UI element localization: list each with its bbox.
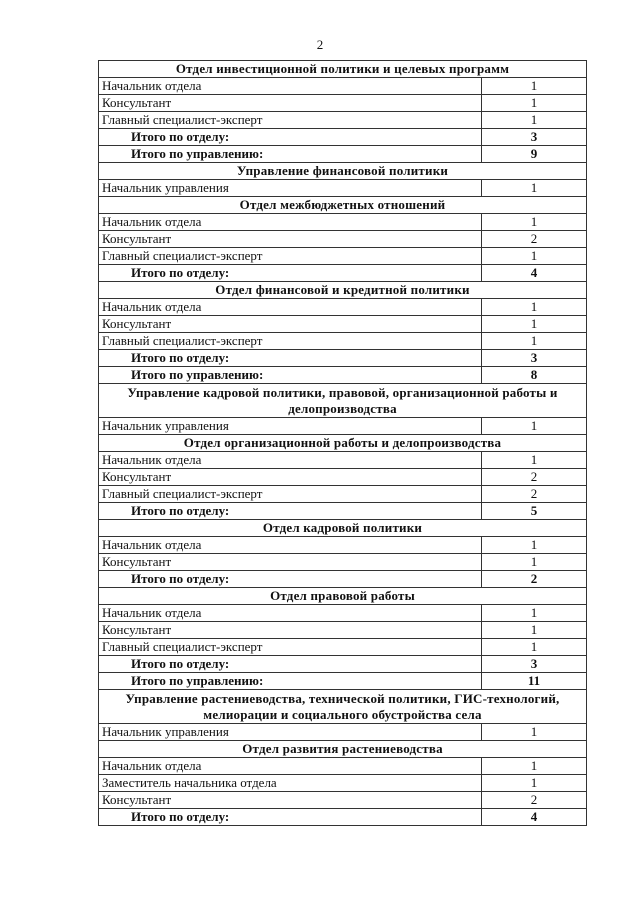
total-label: Итого по отделу: [99, 809, 482, 826]
position-row [99, 537, 587, 554]
position-name: Начальник управления [99, 724, 482, 741]
total-count: 8 [482, 367, 587, 384]
position-name: Начальник отдела [99, 537, 482, 554]
position-name: Главный специалист-эксперт [99, 639, 482, 656]
total-count: 3 [482, 656, 587, 673]
section-header-row [99, 520, 587, 537]
section-title: Отдел межбюджетных отношений [99, 197, 587, 214]
position-name: Консультант [99, 554, 482, 571]
position-count: 1 [482, 299, 587, 316]
position-row [99, 452, 587, 469]
position-count: 1 [482, 639, 587, 656]
section-title: Управление кадровой политики, правовой, организационной работы и делопроизводства [99, 384, 587, 418]
position-row [99, 639, 587, 656]
section-header-row [99, 197, 587, 214]
position-count: 2 [482, 231, 587, 248]
position-count: 1 [482, 248, 587, 265]
total-label: Итого по отделу: [99, 503, 482, 520]
position-row [99, 486, 587, 503]
total-count: 3 [482, 129, 587, 146]
total-count: 4 [482, 265, 587, 282]
position-row [99, 214, 587, 231]
position-count: 1 [482, 724, 587, 741]
position-row [99, 316, 587, 333]
position-name: Консультант [99, 95, 482, 112]
total-row [99, 571, 587, 588]
section-title: Отдел организационной работы и делопроизводства [99, 435, 587, 452]
position-name: Начальник отдела [99, 78, 482, 95]
total-count: 11 [482, 673, 587, 690]
total-row [99, 673, 587, 690]
total-row [99, 503, 587, 520]
total-row [99, 129, 587, 146]
position-row [99, 112, 587, 129]
total-row [99, 265, 587, 282]
section-header-row [99, 690, 587, 724]
position-row [99, 78, 587, 95]
position-name: Начальник отдела [99, 299, 482, 316]
total-count: 2 [482, 571, 587, 588]
position-count: 1 [482, 333, 587, 350]
position-count: 1 [482, 214, 587, 231]
position-name: Главный специалист-эксперт [99, 486, 482, 503]
position-count: 2 [482, 469, 587, 486]
page-number: 2 [316, 37, 324, 52]
position-name: Начальник отдела [99, 605, 482, 622]
position-name: Главный специалист-эксперт [99, 333, 482, 350]
position-count: 1 [482, 95, 587, 112]
section-title: Отдел правовой работы [99, 588, 587, 605]
position-row [99, 622, 587, 639]
position-row [99, 724, 587, 741]
total-label: Итого по отделу: [99, 350, 482, 367]
position-count: 1 [482, 112, 587, 129]
position-count: 1 [482, 622, 587, 639]
position-row [99, 554, 587, 571]
section-header-row [99, 741, 587, 758]
section-header-row [99, 435, 587, 452]
position-row [99, 299, 587, 316]
total-label: Итого по отделу: [99, 129, 482, 146]
section-title: Отдел кадровой политики [99, 520, 587, 537]
position-name: Главный специалист-эксперт [99, 112, 482, 129]
total-row [99, 350, 587, 367]
section-title: Отдел развития растениеводства [99, 741, 587, 758]
position-name: Начальник управления [99, 180, 482, 197]
total-row [99, 809, 587, 826]
position-count: 1 [482, 452, 587, 469]
position-row [99, 418, 587, 435]
position-count: 1 [482, 605, 587, 622]
total-count: 4 [482, 809, 587, 826]
position-row [99, 775, 587, 792]
position-count: 1 [482, 316, 587, 333]
position-row [99, 792, 587, 809]
position-row [99, 248, 587, 265]
total-row [99, 656, 587, 673]
total-count: 9 [482, 146, 587, 163]
total-label: Итого по управлению: [99, 367, 482, 384]
position-name: Консультант [99, 231, 482, 248]
position-name: Начальник отдела [99, 452, 482, 469]
position-count: 1 [482, 418, 587, 435]
position-row [99, 605, 587, 622]
position-row [99, 758, 587, 775]
position-count: 2 [482, 486, 587, 503]
position-name: Заместитель начальника отдела [99, 775, 482, 792]
total-label: Итого по отделу: [99, 265, 482, 282]
position-row [99, 180, 587, 197]
total-count: 5 [482, 503, 587, 520]
position-count: 1 [482, 78, 587, 95]
staffing-table-body [99, 61, 587, 826]
total-row [99, 367, 587, 384]
position-name: Начальник управления [99, 418, 482, 435]
total-label: Итого по управлению: [99, 146, 482, 163]
position-name: Консультант [99, 622, 482, 639]
position-count: 1 [482, 775, 587, 792]
position-name: Начальник отдела [99, 758, 482, 775]
position-row [99, 333, 587, 350]
position-name: Начальник отдела [99, 214, 482, 231]
section-header-row [99, 384, 587, 418]
section-header-row [99, 163, 587, 180]
position-count: 2 [482, 792, 587, 809]
staffing-table [98, 60, 587, 826]
section-header-row [99, 588, 587, 605]
total-count: 3 [482, 350, 587, 367]
position-name: Консультант [99, 469, 482, 486]
position-name: Консультант [99, 792, 482, 809]
total-label: Итого по отделу: [99, 571, 482, 588]
section-title: Отдел инвестиционной политики и целевых программ [99, 61, 587, 78]
total-row [99, 146, 587, 163]
section-title: Управление финансовой политики [99, 163, 587, 180]
position-count: 1 [482, 537, 587, 554]
position-row [99, 231, 587, 248]
position-name: Главный специалист-эксперт [99, 248, 482, 265]
position-count: 1 [482, 554, 587, 571]
position-name: Консультант [99, 316, 482, 333]
position-count: 1 [482, 180, 587, 197]
position-row [99, 469, 587, 486]
section-header-row [99, 61, 587, 78]
position-row [99, 95, 587, 112]
section-title: Управление растениеводства, технической политики, ГИС-технологий, мелиорации и социального обустройства села [99, 690, 587, 724]
total-label: Итого по отделу: [99, 656, 482, 673]
total-label: Итого по управлению: [99, 673, 482, 690]
position-count: 1 [482, 758, 587, 775]
section-header-row [99, 282, 587, 299]
section-title: Отдел финансовой и кредитной политики [99, 282, 587, 299]
